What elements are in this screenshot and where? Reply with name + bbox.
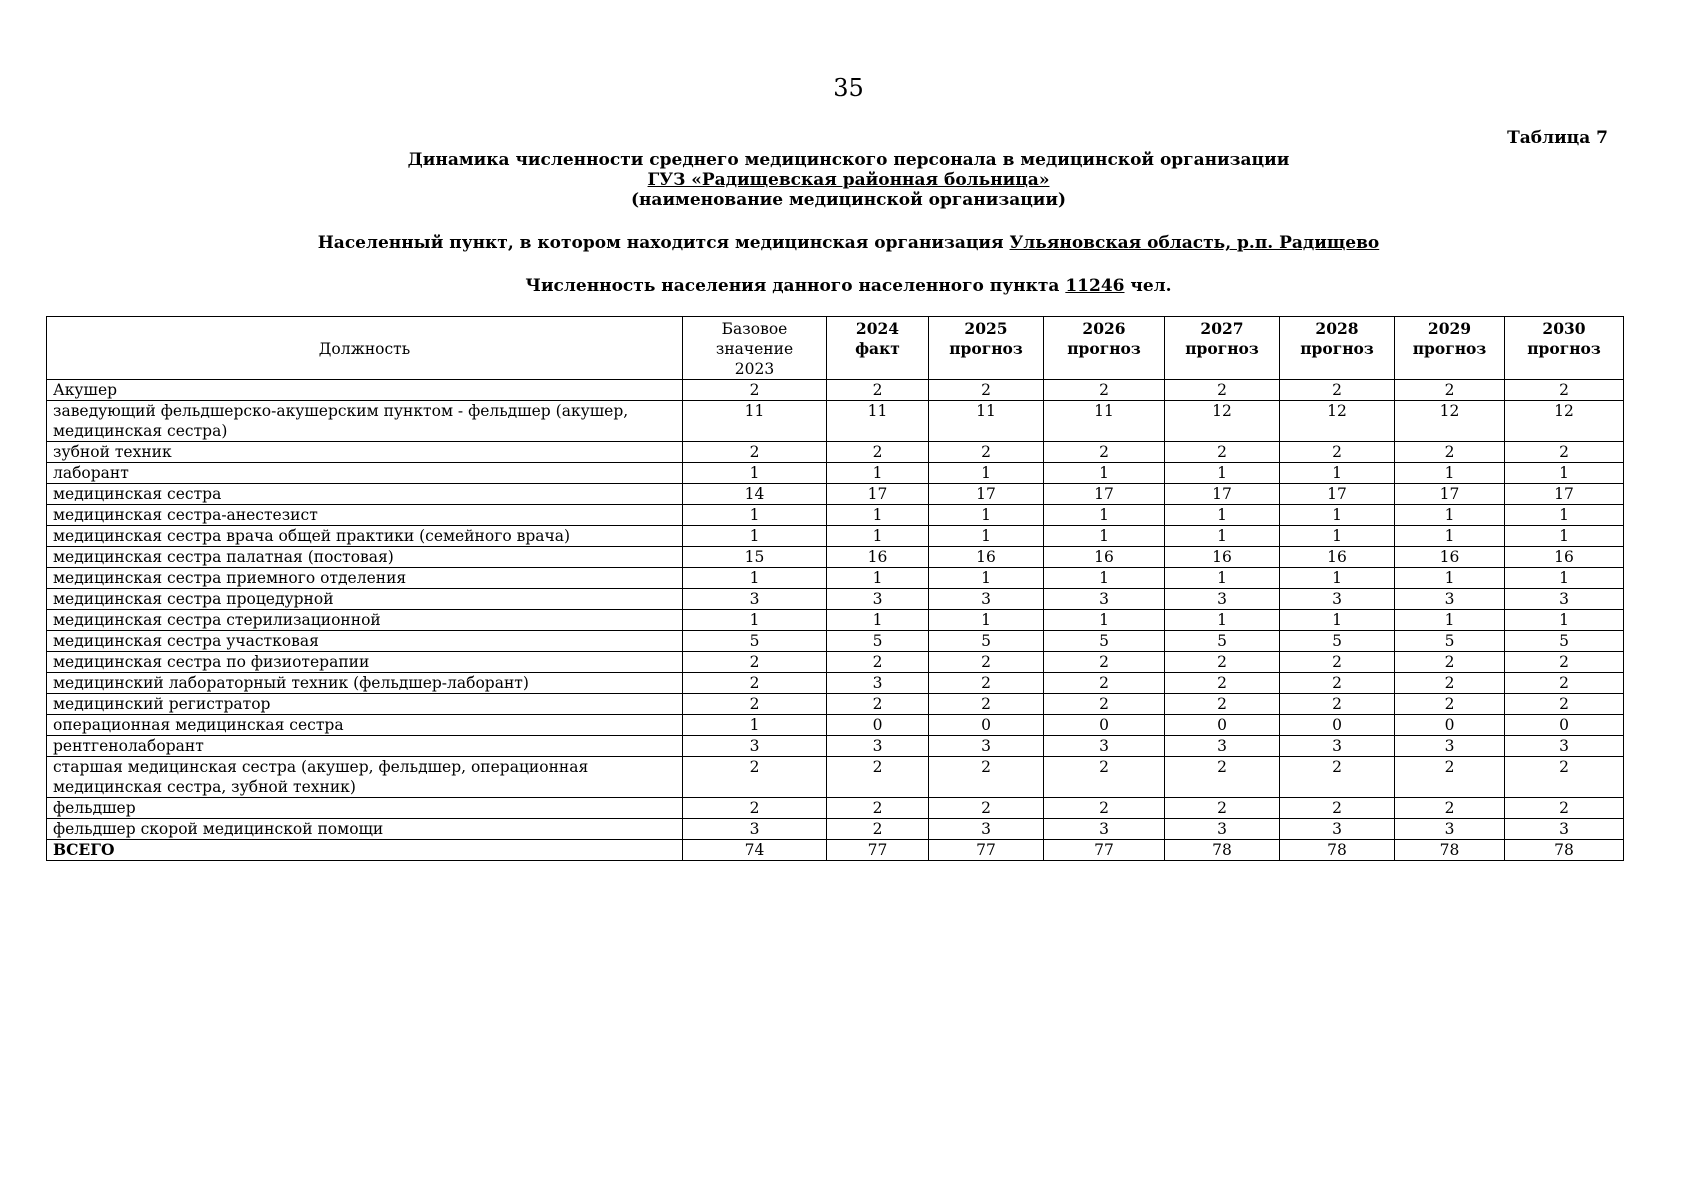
value-cell: 2 <box>1395 673 1505 694</box>
value-cell: 2 <box>683 757 827 798</box>
table-row <box>47 463 1624 484</box>
value-cell: 1 <box>683 505 827 526</box>
value-cell: 1 <box>929 610 1044 631</box>
value-cell: 1 <box>683 526 827 547</box>
base-header-line: 2023 <box>734 360 775 378</box>
year-header <box>1395 317 1505 380</box>
total-label: ВСЕГО <box>47 840 683 861</box>
heading-title: Динамика численности среднего медицинского персонала в медицинской организации <box>407 150 1290 170</box>
value-cell: 3 <box>1505 589 1624 610</box>
value-cell: 3 <box>1044 589 1165 610</box>
position-header: Должность <box>47 317 683 380</box>
value-cell: 11 <box>683 401 827 442</box>
value-cell: 5 <box>1044 631 1165 652</box>
value-cell: 2 <box>929 652 1044 673</box>
value-cell: 2 <box>1395 380 1505 401</box>
table-row <box>47 505 1624 526</box>
value-cell: 2 <box>1280 380 1395 401</box>
value-cell: 2 <box>1505 652 1624 673</box>
position-cell: медицинский регистратор <box>47 694 683 715</box>
population-label: Численность населения данного населенного пункта <box>525 276 1066 296</box>
value-cell: 2 <box>929 798 1044 819</box>
year-header <box>827 317 929 380</box>
value-cell: 16 <box>1165 547 1280 568</box>
value-cell: 16 <box>1044 547 1165 568</box>
value-cell: 1 <box>683 610 827 631</box>
value-cell: 1 <box>1280 526 1395 547</box>
value-cell: 2 <box>1280 757 1395 798</box>
value-cell: 11 <box>929 401 1044 442</box>
table-row <box>47 526 1624 547</box>
value-cell: 1 <box>827 568 929 589</box>
value-cell: 2 <box>827 694 929 715</box>
value-cell: 11 <box>827 401 929 442</box>
value-cell: 1 <box>683 463 827 484</box>
value-cell: 0 <box>1280 715 1395 736</box>
value-cell: 1 <box>1280 463 1395 484</box>
table-row <box>47 380 1624 401</box>
value-cell: 1 <box>1280 610 1395 631</box>
position-cell: фельдшер <box>47 798 683 819</box>
value-cell: 2 <box>683 798 827 819</box>
value-cell: 3 <box>1165 819 1280 840</box>
total-value-cell: 77 <box>929 840 1044 861</box>
value-cell: 5 <box>1165 631 1280 652</box>
value-cell: 3 <box>929 736 1044 757</box>
table-row <box>47 547 1624 568</box>
value-cell: 2 <box>1165 380 1280 401</box>
year-sub-label: прогноз <box>1300 339 1374 358</box>
value-cell: 2 <box>1044 798 1165 819</box>
value-cell: 3 <box>827 736 929 757</box>
value-cell: 3 <box>1044 736 1165 757</box>
value-cell: 2 <box>1505 380 1624 401</box>
value-cell: 5 <box>1505 631 1624 652</box>
year-label: 2028 <box>1315 319 1359 338</box>
value-cell: 5 <box>1280 631 1395 652</box>
value-cell: 2 <box>1165 442 1280 463</box>
total-value-cell: 78 <box>1165 840 1280 861</box>
value-cell: 12 <box>1165 401 1280 442</box>
value-cell: 3 <box>1165 736 1280 757</box>
value-cell: 1 <box>1505 505 1624 526</box>
table-row <box>47 736 1624 757</box>
value-cell: 17 <box>827 484 929 505</box>
value-cell: 1 <box>827 463 929 484</box>
value-cell: 2 <box>1505 673 1624 694</box>
value-cell: 1 <box>1505 526 1624 547</box>
value-cell: 2 <box>1044 673 1165 694</box>
year-header <box>1280 317 1395 380</box>
value-cell: 3 <box>1395 589 1505 610</box>
year-label: 2024 <box>855 319 900 338</box>
table-row <box>47 568 1624 589</box>
value-cell: 1 <box>1044 505 1165 526</box>
value-cell: 16 <box>1280 547 1395 568</box>
value-cell: 11 <box>1044 401 1165 442</box>
value-cell: 16 <box>1395 547 1505 568</box>
position-cell: медицинская сестра стерилизационной <box>47 610 683 631</box>
value-cell: 5 <box>827 631 929 652</box>
value-cell: 12 <box>1280 401 1395 442</box>
value-cell: 2 <box>929 442 1044 463</box>
staff-table <box>46 316 1624 861</box>
year-sub-label: прогноз <box>1067 339 1141 358</box>
value-cell: 2 <box>929 757 1044 798</box>
value-cell: 2 <box>683 694 827 715</box>
value-cell: 3 <box>683 589 827 610</box>
value-cell: 0 <box>1395 715 1505 736</box>
table-row <box>47 589 1624 610</box>
base-value-header <box>683 317 827 380</box>
year-header <box>1165 317 1280 380</box>
value-cell: 2 <box>1505 757 1624 798</box>
value-cell: 1 <box>1505 568 1624 589</box>
value-cell: 17 <box>1505 484 1624 505</box>
settlement-line <box>0 233 1697 253</box>
position-cell: медицинская сестра палатная (постовая) <box>47 547 683 568</box>
table-row <box>47 631 1624 652</box>
page-number: 35 <box>833 74 864 102</box>
value-cell: 2 <box>1044 652 1165 673</box>
settlement-label: Населенный пункт, в котором находится медицинская организация <box>317 233 1010 253</box>
value-cell: 2 <box>1395 757 1505 798</box>
value-cell: 1 <box>827 526 929 547</box>
value-cell: 1 <box>1395 610 1505 631</box>
position-cell: медицинская сестра по физиотерапии <box>47 652 683 673</box>
year-label: 2026 <box>1082 319 1126 338</box>
value-cell: 1 <box>929 568 1044 589</box>
table-row <box>47 819 1624 840</box>
value-cell: 2 <box>1280 442 1395 463</box>
position-cell: лаборант <box>47 463 683 484</box>
value-cell: 2 <box>1165 694 1280 715</box>
year-sub-label: прогноз <box>1527 339 1601 358</box>
value-cell: 1 <box>1165 526 1280 547</box>
value-cell: 0 <box>827 715 929 736</box>
value-cell: 2 <box>1044 757 1165 798</box>
value-cell: 2 <box>827 798 929 819</box>
value-cell: 2 <box>683 673 827 694</box>
value-cell: 2 <box>1395 798 1505 819</box>
value-cell: 12 <box>1395 401 1505 442</box>
total-value-cell: 78 <box>1505 840 1624 861</box>
population-line <box>0 276 1697 296</box>
value-cell: 17 <box>1280 484 1395 505</box>
value-cell: 17 <box>929 484 1044 505</box>
value-cell: 1 <box>683 715 827 736</box>
value-cell: 0 <box>1044 715 1165 736</box>
value-cell: 3 <box>929 589 1044 610</box>
value-cell: 2 <box>1280 798 1395 819</box>
year-header <box>929 317 1044 380</box>
value-cell: 2 <box>1044 380 1165 401</box>
value-cell: 0 <box>1165 715 1280 736</box>
value-cell: 3 <box>1505 819 1624 840</box>
table-row <box>47 484 1624 505</box>
value-cell: 3 <box>827 589 929 610</box>
organization-note: (наименование медицинской организации) <box>630 190 1067 210</box>
position-cell: зубной техник <box>47 442 683 463</box>
value-cell: 2 <box>1044 694 1165 715</box>
value-cell: 1 <box>1165 463 1280 484</box>
value-cell: 16 <box>929 547 1044 568</box>
table-caption: Таблица 7 <box>1507 128 1608 148</box>
value-cell: 1 <box>929 526 1044 547</box>
total-value-cell: 74 <box>683 840 827 861</box>
value-cell: 3 <box>1280 819 1395 840</box>
value-cell: 3 <box>929 819 1044 840</box>
value-cell: 2 <box>683 442 827 463</box>
position-cell: медицинская сестра процедурной <box>47 589 683 610</box>
table-row <box>47 798 1624 819</box>
position-cell: старшая медицинская сестра (акушер, фельдшер, операционная медицинская сестра, зубной техник) <box>47 757 683 798</box>
value-cell: 17 <box>1165 484 1280 505</box>
value-cell: 2 <box>1044 442 1165 463</box>
table-body <box>47 380 1624 861</box>
value-cell: 5 <box>683 631 827 652</box>
value-cell: 2 <box>1165 673 1280 694</box>
value-cell: 14 <box>683 484 827 505</box>
value-cell: 2 <box>1280 673 1395 694</box>
total-value-cell: 77 <box>827 840 929 861</box>
value-cell: 2 <box>827 380 929 401</box>
position-cell: медицинский лабораторный техник (фельдшер-лаборант) <box>47 673 683 694</box>
value-cell: 2 <box>1505 798 1624 819</box>
value-cell: 2 <box>1395 652 1505 673</box>
value-cell: 3 <box>1505 736 1624 757</box>
value-cell: 3 <box>1395 819 1505 840</box>
value-cell: 1 <box>827 505 929 526</box>
value-cell: 1 <box>1395 526 1505 547</box>
value-cell: 2 <box>1165 652 1280 673</box>
position-cell: медицинская сестра врача общей практики (семейного врача) <box>47 526 683 547</box>
value-cell: 2 <box>1395 442 1505 463</box>
year-header <box>1505 317 1624 380</box>
table-row <box>47 694 1624 715</box>
table-row <box>47 715 1624 736</box>
value-cell: 3 <box>1165 589 1280 610</box>
year-label: 2029 <box>1427 319 1472 338</box>
value-cell: 0 <box>929 715 1044 736</box>
value-cell: 2 <box>827 819 929 840</box>
value-cell: 2 <box>1280 694 1395 715</box>
value-cell: 3 <box>1280 589 1395 610</box>
table-row <box>47 610 1624 631</box>
year-sub-label: прогноз <box>949 339 1023 358</box>
year-label: 2025 <box>964 319 1008 338</box>
value-cell: 1 <box>1044 610 1165 631</box>
value-cell: 1 <box>827 610 929 631</box>
position-cell: Акушер <box>47 380 683 401</box>
organization-name: ГУЗ «Радищевская районная больница» <box>647 170 1050 190</box>
value-cell: 1 <box>1395 568 1505 589</box>
population-unit: чел. <box>1124 276 1172 296</box>
value-cell: 1 <box>1505 610 1624 631</box>
value-cell: 1 <box>929 505 1044 526</box>
value-cell: 3 <box>1280 736 1395 757</box>
value-cell: 2 <box>827 757 929 798</box>
value-cell: 17 <box>1395 484 1505 505</box>
value-cell: 2 <box>929 380 1044 401</box>
value-cell: 2 <box>683 380 827 401</box>
value-cell: 2 <box>1165 757 1280 798</box>
value-cell: 2 <box>1395 694 1505 715</box>
value-cell: 15 <box>683 547 827 568</box>
position-cell: медицинская сестра приемного отделения <box>47 568 683 589</box>
total-value-cell: 77 <box>1044 840 1165 861</box>
value-cell: 2 <box>929 673 1044 694</box>
value-cell: 2 <box>683 652 827 673</box>
value-cell: 1 <box>1280 568 1395 589</box>
value-cell: 2 <box>827 652 929 673</box>
total-row <box>47 840 1624 861</box>
value-cell: 17 <box>1044 484 1165 505</box>
value-cell: 5 <box>929 631 1044 652</box>
value-cell: 3 <box>1395 736 1505 757</box>
value-cell: 2 <box>1505 694 1624 715</box>
value-cell: 1 <box>1280 505 1395 526</box>
table-row <box>47 401 1624 442</box>
position-cell: заведующий фельдшерско-акушерским пунктом - фельдшер (акушер, медицинская сестра) <box>47 401 683 442</box>
value-cell: 1 <box>1044 568 1165 589</box>
base-header-line: Базовое <box>721 320 788 338</box>
year-sub-label: факт <box>855 339 900 358</box>
position-cell: рентгенолаборант <box>47 736 683 757</box>
value-cell: 2 <box>929 694 1044 715</box>
position-cell: медицинская сестра-анестезист <box>47 505 683 526</box>
value-cell: 2 <box>1505 442 1624 463</box>
total-value-cell: 78 <box>1395 840 1505 861</box>
value-cell: 1 <box>1165 568 1280 589</box>
value-cell: 1 <box>1165 610 1280 631</box>
value-cell: 0 <box>1505 715 1624 736</box>
position-cell: медицинская сестра <box>47 484 683 505</box>
value-cell: 2 <box>1165 798 1280 819</box>
table-row <box>47 652 1624 673</box>
value-cell: 1 <box>1044 463 1165 484</box>
value-cell: 3 <box>827 673 929 694</box>
year-label: 2030 <box>1542 319 1586 338</box>
position-cell: медицинская сестра участковая <box>47 631 683 652</box>
value-cell: 2 <box>827 442 929 463</box>
year-sub-label: прогноз <box>1412 339 1487 358</box>
population-value: 11246 <box>1065 276 1125 296</box>
document-heading <box>0 150 1697 210</box>
table-header-row <box>47 317 1624 380</box>
year-label: 2027 <box>1200 319 1244 338</box>
value-cell: 12 <box>1505 401 1624 442</box>
value-cell: 1 <box>683 568 827 589</box>
position-cell: фельдшер скорой медицинской помощи <box>47 819 683 840</box>
table-row <box>47 442 1624 463</box>
value-cell: 1 <box>1505 463 1624 484</box>
value-cell: 3 <box>683 819 827 840</box>
value-cell: 3 <box>1044 819 1165 840</box>
value-cell: 1 <box>1165 505 1280 526</box>
value-cell: 1 <box>1395 463 1505 484</box>
table-row <box>47 673 1624 694</box>
table-row <box>47 757 1624 798</box>
year-header <box>1044 317 1165 380</box>
value-cell: 2 <box>1280 652 1395 673</box>
total-value-cell: 78 <box>1280 840 1395 861</box>
year-sub-label: прогноз <box>1185 339 1259 358</box>
value-cell: 16 <box>1505 547 1624 568</box>
value-cell: 5 <box>1395 631 1505 652</box>
position-cell: операционная медицинская сестра <box>47 715 683 736</box>
value-cell: 1 <box>1395 505 1505 526</box>
base-header-line: значение <box>715 340 794 358</box>
value-cell: 16 <box>827 547 929 568</box>
value-cell: 3 <box>683 736 827 757</box>
value-cell: 1 <box>1044 526 1165 547</box>
settlement-value: Ульяновская область, р.п. Радищево <box>1009 233 1380 253</box>
value-cell: 1 <box>929 463 1044 484</box>
